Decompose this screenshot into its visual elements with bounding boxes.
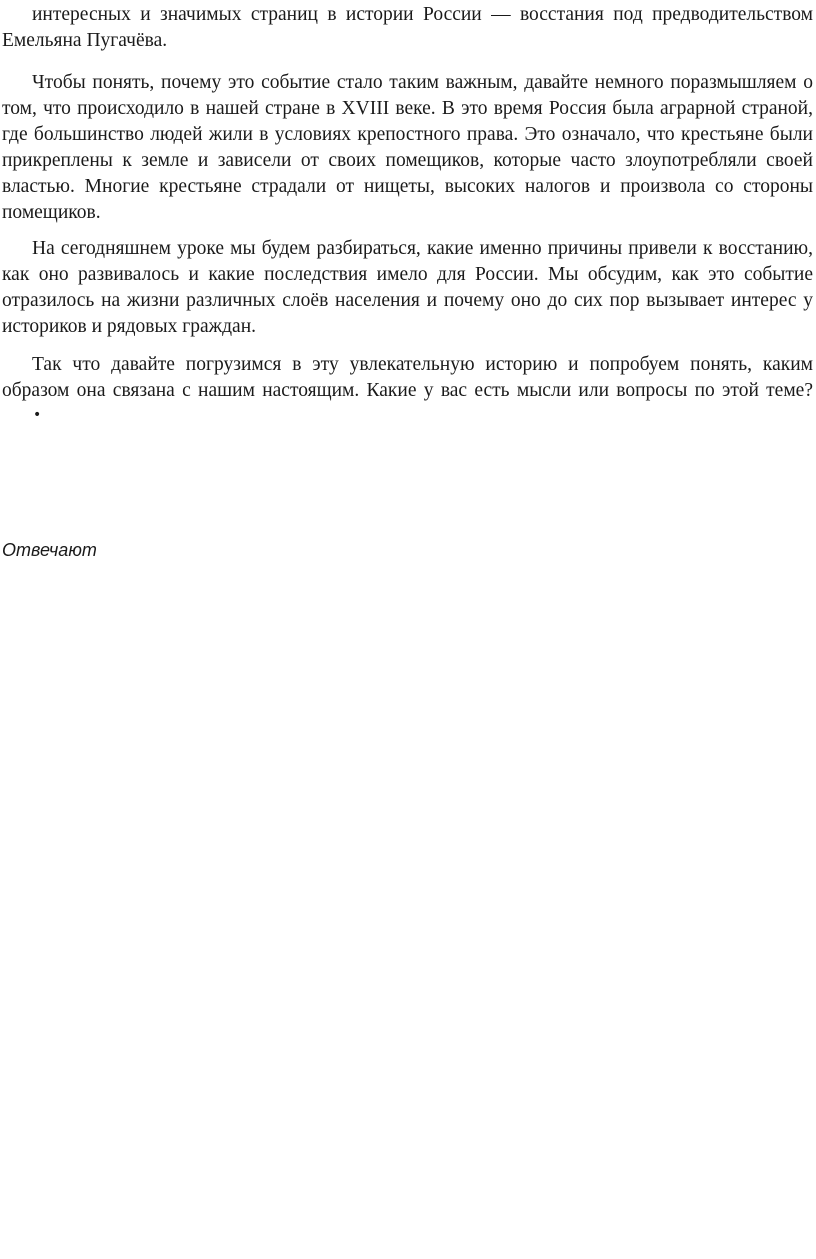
paragraph-text: интересных и значимых страниц в истории России — восстания под предводительством Емельяна Пугачёва.	[2, 4, 813, 51]
paragraph-lesson-plan	[2, 236, 813, 340]
paragraph-text: На сегодняшнем уроке мы будем разбираться, какие именно причины привели к восстанию, как оно развивалось и какие последствия имело для России. Мы обсудим, как это событие отразилось на жизни различных слоёв населения и почему оно до сих пор вызывает интерес у историков и рядовых граждан.	[2, 238, 813, 337]
paragraph-text: Так что давайте погрузимся в эту увлекательную историю и попробуем понять, каким образом она связана с нашим настоящим. Какие у вас есть мысли или вопросы по этой теме?	[2, 354, 813, 401]
paragraph-context	[2, 70, 813, 226]
paragraph-intro-continuation	[2, 2, 813, 54]
response-label: Отвечают	[2, 540, 97, 560]
paragraph-text: Чтобы понять, почему это событие стало таким важным, давайте немного поразмышляем о том, что происходило в нашей стране в XVIII веке. В это время Россия была аграрной страной, где большинство людей жили в условиях крепостного права. Это означало, что крестьяне были прикреплены к земле и зависели от своих помещиков, которые часто злоупотребляли своей властью. Многие крестьяне страдали от нищеты, высоких налогов и произвола со стороны помещиков.	[2, 72, 813, 223]
bullet-icon: •	[33, 407, 42, 423]
paragraph-invitation	[2, 352, 813, 430]
